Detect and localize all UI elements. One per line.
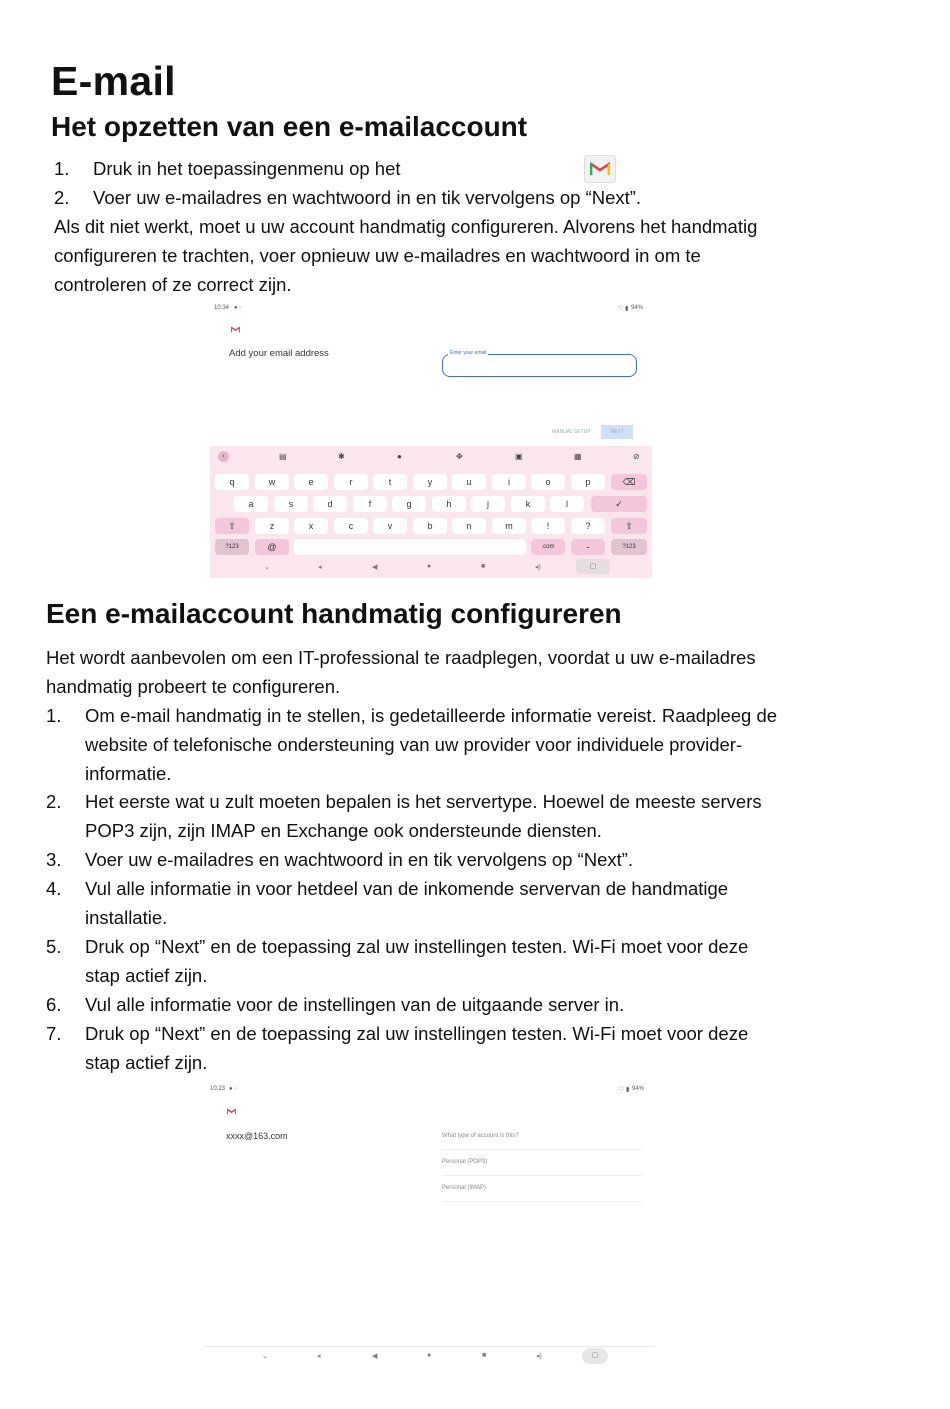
key[interactable]: u [452,474,486,490]
step-text: website of telefonische ondersteuning van uw provider voor individuele provider- [85,734,743,755]
step-text: Om e-mail handmatig in te stellen, is gedetailleerde informatie vereist. Raadpleeg de [85,705,778,726]
paragraph-line: handmatig probeert te configureren. [46,676,341,697]
screenshot-icon[interactable]: ▢ [576,559,610,574]
step-text: Vul alle informatie voor de instellingen van de uitgaande server in. [85,994,625,1015]
account-type-screenshot [205,1082,655,1374]
paragraph-line: Het wordt aanbevolen om een IT-professional te raadplegen, voordat u uw e-mailadres [46,647,756,668]
battery-level: 94% [632,1086,645,1092]
divider [442,1149,642,1150]
step-text: Het eerste wat u zult moeten bepalen is het servertype. Hoewel de meeste servers [85,791,762,812]
key[interactable]: a [234,496,268,512]
key[interactable]: r [334,474,368,490]
key[interactable]: h [432,496,466,512]
step-text: stap actief zijn. [85,1052,208,1073]
step-number: 2. [54,187,70,208]
shift-key[interactable]: ⇧ [611,518,647,534]
step-text: Voer uw e-mailadres en wachtwoord in en tik vervolgens op “Next”. [85,849,634,870]
key[interactable]: y [413,474,447,490]
wifi-battery-icon: ♡ ▮ [618,306,629,312]
recents-icon[interactable]: ■ [482,1352,487,1359]
step-text: Druk op “Next” en de toepassing zal uw instellingen testen. Wi-Fi moet voor deze [85,1023,749,1044]
key[interactable]: s [274,496,308,512]
step-text: informatie. [85,763,172,784]
step-number: 6. [46,994,62,1015]
key[interactable]: j [471,496,505,512]
symbols-key[interactable]: ?123 [215,539,249,555]
volume-up-icon[interactable]: ◂) [536,1353,542,1360]
keyboard-icon[interactable]: ▦ [574,452,582,461]
step-text: installatie. [85,907,168,928]
shift-key[interactable]: ⇧ [215,518,249,534]
step-number: 5. [46,936,62,957]
status-time: 10:34 [214,305,230,311]
key[interactable]: v [373,518,407,534]
back-nav-icon[interactable]: ◀ [372,1353,378,1360]
step-number: 4. [46,878,62,899]
key[interactable]: p [571,474,605,490]
key[interactable]: ? [571,518,605,534]
step-text: Vul alle informatie in voor hetdeel van de inkomende servervan de handmatige [85,878,729,899]
symbols-key[interactable]: ?123 [611,539,647,555]
dash-key[interactable]: - [571,539,605,555]
volume-down-icon[interactable]: ◂ [318,564,322,571]
step-number: 2. [46,791,62,812]
wifi-battery-icon: ♡ ▮ [619,1087,630,1093]
key[interactable]: x [294,518,328,534]
step-number: 1. [54,158,70,179]
enter-key[interactable]: ✓ [591,496,647,512]
gear-icon[interactable]: ✱ [338,452,345,461]
gmail-icon [227,1108,236,1115]
home-icon[interactable]: ● [427,563,432,570]
key[interactable]: w [255,474,289,490]
step-text: Voer uw e-mailadres en wachtwoord in en tik vervolgens op “Next”. [93,187,642,208]
volume-up-icon[interactable]: ◂) [535,564,541,571]
clipboard-icon[interactable]: ▤ [279,452,287,461]
key[interactable]: q [215,474,249,490]
key[interactable]: i [492,474,526,490]
divider [205,1346,655,1347]
mic-off-icon[interactable]: ⊘ [633,452,640,461]
screenshot-icon[interactable]: ▢ [582,1348,608,1364]
step-number: 3. [46,849,62,870]
gmail-icon [231,326,240,333]
on-screen-keyboard [210,446,652,578]
paragraph-line: configureren te trachten, voer opnieuw uw e-mailadres en wachtwoord in om te [54,245,701,266]
divider [442,1201,642,1202]
space-key[interactable] [294,539,526,555]
status-icons: ● ◦ [229,1086,237,1092]
status-icons: ● ◦ [234,305,242,311]
dotcom-key[interactable]: .com [531,539,565,555]
translate-icon[interactable]: ▣ [515,452,523,461]
key[interactable]: ! [531,518,565,534]
manual-setup-button[interactable]: MANUAL SETUP [552,429,591,435]
key[interactable]: o [531,474,565,490]
palette-icon[interactable]: ● [397,452,402,461]
email-setup-screenshot [210,300,652,578]
key[interactable]: g [392,496,426,512]
home-icon[interactable]: ● [427,1352,432,1359]
gmail-app-icon [584,155,616,183]
key[interactable]: b [413,518,447,534]
section-heading-manual: Een e-mailaccount handmatig configureren [46,598,622,629]
option-pop3[interactable]: Personal (POP3) [442,1159,488,1165]
step-text: Druk in het toepassingenmenu op het [93,158,401,179]
key[interactable]: l [550,496,584,512]
volume-down-icon[interactable]: ◂ [317,1353,321,1360]
paragraph-line: Als dit niet werkt, moet u uw account handmatig configureren. Alvorens het handmatig [54,216,758,237]
email-input[interactable] [442,354,637,377]
step-text: POP3 zijn, zijn IMAP en Exchange ook ondersteunde diensten. [85,820,602,841]
email-field-label: Enter your email [450,350,487,356]
key[interactable]: e [294,474,328,490]
paragraph-line: controleren of ze correct zijn. [54,274,292,295]
step-number: 7. [46,1023,62,1044]
recents-icon[interactable]: ■ [481,563,486,570]
step-number: 1. [46,705,62,726]
step-text: stap actief zijn. [85,965,208,986]
battery-level: 94% [631,305,644,311]
key[interactable]: f [353,496,387,512]
key[interactable]: k [511,496,545,512]
account-address: xxxx@163.com [226,1131,288,1141]
move-icon[interactable]: ✥ [456,452,463,461]
key[interactable]: n [452,518,486,534]
divider [442,1175,642,1176]
next-button[interactable]: NEXT [601,425,633,439]
step-text: Druk op “Next” en de toepassing zal uw instellingen testen. Wi-Fi moet voor deze [85,936,749,957]
backspace-key[interactable]: ⌫ [611,474,647,490]
back-icon[interactable]: ‹ [218,451,229,462]
back-nav-icon[interactable]: ◀ [372,564,378,571]
account-type-question: What type of account is this? [442,1133,519,1139]
key[interactable]: z [255,518,289,534]
option-imap[interactable]: Personal (IMAP) [442,1185,487,1191]
key[interactable]: m [492,518,526,534]
chevron-down-icon[interactable]: ⌄ [264,564,270,571]
chevron-down-icon[interactable]: ⌄ [262,1353,268,1360]
at-key[interactable]: @ [255,539,289,555]
status-time: 10:23 [210,1086,226,1092]
section-heading-setup: Het opzetten van een e-mailaccount [51,111,528,142]
key[interactable]: c [334,518,368,534]
key[interactable]: t [373,474,407,490]
key[interactable]: d [313,496,347,512]
add-email-prompt: Add your email address [229,348,329,359]
page-title: E-mail [51,58,176,104]
